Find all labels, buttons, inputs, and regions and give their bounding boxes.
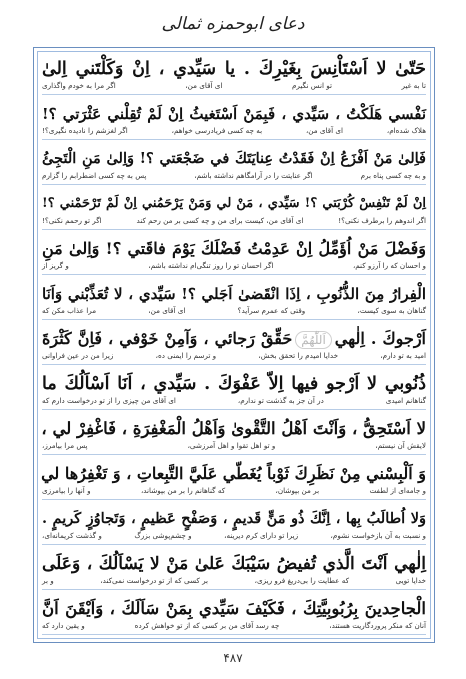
translation-segment: گناهانم امیدی bbox=[385, 396, 426, 405]
translation-segment: که عطایت را بی‌دریغ فرو ریزی، bbox=[254, 576, 349, 585]
persian-translation bbox=[42, 440, 426, 455]
persian-translation bbox=[42, 575, 426, 590]
translation-segment: و گذشت کریمانه‌ای، bbox=[42, 531, 102, 540]
translation-segment: اگر تو رحمم نکنی؟! bbox=[42, 216, 102, 225]
arabic-text: لا اَسْتَحِقُّ ، وَاَنْتَ اَهْلُ التَّقْوىٰ وَاَهْلُ الْمَغْفِرَةِ ، فَاغْفِرْ لي ، bbox=[41, 419, 426, 438]
dua-line bbox=[42, 371, 426, 409]
translation-segment: به چه کسی فریادرسی خواهم، bbox=[171, 126, 263, 135]
persian-translation bbox=[42, 350, 426, 365]
dua-line bbox=[42, 191, 426, 229]
arabic-text: فَاِلىٰ مَنْ اَفْزَعُ اِنْ فَقَدْتُ عِنايَتَكَ في ضَجْعَتي ؟! وَاِلىٰ مَنِ الْتَجِئُ bbox=[42, 150, 426, 167]
arabic-text: نَفْسي هَلَكْتُ ، سَيِّدي ، فَبِمَنْ اَسْتَغيثُ اِنْ لَمْ تُقِلْني عَثْرَتي ؟! bbox=[42, 105, 426, 123]
translation-segment: ای آقای من، کیست برای من و چه کسی بر من رحم کند bbox=[136, 216, 304, 225]
translation-segment: که گناهانم را بر من بپوشاند، bbox=[140, 486, 226, 495]
translation-segment: تا به غیر bbox=[401, 81, 426, 90]
allahumma-seal: اَللّٰهُمَّ bbox=[295, 331, 331, 349]
dua-line bbox=[42, 236, 426, 274]
translation-segment: گناهان به سوی کیست، bbox=[357, 306, 426, 315]
arabic-text: الْجاحِدينَ بِرُبُوبِيَّتِكَ ، فَكَيْفَ سَيِّدي بِمَنْ سَاَلَكَ ، وَاَيْقَنَ اَنَّ bbox=[42, 599, 426, 618]
arabic-text: حَتّىٰ لا اَسْتَاْنِسَ بِغَيْرِكَ . يا سَيِّدي ، اِنْ وَكَلْتَني اِلىٰ bbox=[42, 59, 426, 79]
persian-translation bbox=[42, 125, 426, 140]
translation-segment: اگر احسان تو را روز تنگی‌ام نداشته باشم، bbox=[148, 261, 274, 270]
translation-segment: و احسان که را آرزو کنم، bbox=[352, 261, 426, 270]
translation-segment: پس مرا بیامرز، bbox=[42, 441, 88, 450]
translation-segment: زیرا من در عین فراوانی bbox=[42, 351, 114, 360]
translation-segment: در آن جز به گذشت تو ندارم، bbox=[237, 396, 324, 405]
persian-translation bbox=[42, 530, 426, 545]
translation-segment: بر من بپوشان، bbox=[275, 486, 320, 495]
page-number: ۴۸۷ bbox=[223, 651, 243, 665]
translation-segment: چه رسد آقای من بر کسی که از تو خواهش کرده bbox=[134, 621, 280, 630]
dua-line bbox=[42, 506, 426, 544]
translation-segment: هلاک شده‌ام، bbox=[386, 126, 426, 135]
translation-segment: اگر لغزشم را نادیده نگیری؟! bbox=[42, 126, 128, 135]
translation-segment: و جامه‌ای از لطفت bbox=[369, 486, 426, 495]
persian-translation bbox=[42, 215, 426, 230]
translation-segment: آنان که منکر پروردگاریت هستند، bbox=[329, 621, 426, 630]
arabic-text: وَفَضْلَ مَنْ اُؤَمِّلُ اِنْ عَدِمْتُ فَضْلَكَ يَوْمَ فاقَتي ؟! وَاِلىٰ مَنِ bbox=[42, 239, 426, 258]
translation-segment: وقتی که عمرم سرآید؟ bbox=[237, 306, 306, 315]
arabic-text: اِلٰهي اَنْتَ الَّذي تُفيضُ سَيْبَكَ عَلىٰ مَنْ لا يَسْاَلُكَ ، وَعَلَى bbox=[42, 554, 426, 574]
arabic-text: وَلا اُطالَبُ بِها ، اِنَّكَ ذُو مَنٍّ قَديمٍ ، وَصَفْحٍ عَظيمٍ ، وَتَجاوُزٍ كَريمٍ . bbox=[42, 510, 426, 527]
dua-line bbox=[42, 56, 426, 94]
translation-segment: و به چه کسی پناه برم bbox=[360, 171, 426, 180]
translation-segment: ای آقای من، bbox=[148, 306, 186, 315]
translation-segment: و آنها را بیامرزی bbox=[42, 486, 91, 495]
dua-line bbox=[42, 416, 426, 454]
dua-line bbox=[42, 146, 426, 184]
dua-line bbox=[42, 461, 426, 499]
dua-line bbox=[42, 596, 426, 634]
arabic-text: الْفِرارُ مِنَ الذُّنُوبِ ، اِذَا انْقَضىٰ اَجَلي ؟! سَيِّدي ، لا تُعَذِّبْني وَاَنَا bbox=[42, 285, 426, 303]
translation-segment: بر کسی که از تو درخواست نمی‌کند، bbox=[100, 576, 209, 585]
translation-segment: و ترسم را ایمنی ده، bbox=[155, 351, 217, 360]
translation-segment: زیرا تو دارای کرم دیرینه، bbox=[224, 531, 299, 540]
translation-segment: و چشم‌پوشی بزرگ bbox=[134, 531, 192, 540]
translation-segment: پس به چه کسی اضطرابم را گزارم bbox=[42, 171, 147, 180]
arabic-text bbox=[42, 327, 426, 351]
arabic-text: ذُنُوبي لا اَرْجو فيها اِلاّ عَفْوَكَ . سَيِّدي ، اَنَا اَسْاَلُكَ ما bbox=[42, 374, 426, 394]
page-title: دعای ابوحمزه ثمالی bbox=[161, 14, 305, 34]
arabic-text-part: حَقِّقْ رَجائي ، وَآمِنْ خَوْفي ، فَاِنَّ كَثْرَةَ bbox=[42, 329, 293, 348]
dua-line bbox=[42, 551, 426, 589]
translation-segment: تو انس نگیرم bbox=[291, 81, 332, 90]
persian-translation bbox=[42, 485, 426, 500]
translation-segment: و نسبت به آن بازخواست نشوم، bbox=[330, 531, 426, 540]
persian-translation bbox=[42, 170, 426, 185]
dua-line bbox=[42, 281, 426, 319]
translation-segment: لایقش آن نیستم، bbox=[375, 441, 426, 450]
arabic-text: اِنْ لَمْ تَنْفِسْ كُرْبَتي ؟! سَيِّدي ، مَنْ لي وَمَنْ يَرْحَمُني اِنْ لَمْ تَرْحَمْني ؟! bbox=[42, 196, 426, 211]
translation-segment: خدایا امیدم را تحقق بخش، bbox=[258, 351, 339, 360]
translation-segment: امید به تو دارم، bbox=[380, 351, 426, 360]
persian-translation bbox=[42, 80, 426, 95]
persian-translation bbox=[42, 395, 426, 410]
text-area bbox=[37, 51, 431, 639]
translation-segment: خدایا تویی bbox=[395, 576, 426, 585]
translation-segment: و یقین دارد که bbox=[42, 621, 85, 630]
translation-segment: و بر bbox=[42, 576, 54, 585]
arabic-text-part: اَرْجوكَ . اِلٰهي bbox=[334, 329, 427, 348]
translation-segment: و تو اهل تقوا و اهل آمرزشی، bbox=[187, 441, 276, 450]
translation-segment: ای آقای من، bbox=[185, 81, 223, 90]
persian-translation bbox=[42, 305, 426, 320]
translation-segment: و گریز از bbox=[42, 261, 69, 270]
translation-segment: اگر اندوهم را برطرف نکنی؟! bbox=[338, 216, 426, 225]
translation-segment: ای آقای من، bbox=[305, 126, 344, 135]
persian-translation bbox=[42, 260, 426, 275]
translation-segment: اگر عنایتت را در آرامگاهم نداشته باشم، bbox=[194, 171, 313, 180]
dua-line bbox=[42, 326, 426, 364]
translation-segment: ای آقای من چیزی را از تو درخواست دارم که bbox=[42, 396, 176, 405]
translation-segment: اگر مرا به خودم واگذاری bbox=[42, 81, 116, 90]
arabic-text: وَ اَلْبِسْني مِنْ نَظَرِكَ ثَوْباً يُغَطّي عَلَيَّ التَّبِعاتِ ، وَ تَغْفِرُها لي bbox=[41, 464, 426, 483]
text-frame bbox=[33, 47, 435, 643]
dua-line bbox=[42, 101, 426, 139]
translation-segment: مرا عذاب مکن که bbox=[42, 306, 97, 315]
persian-translation bbox=[42, 620, 426, 635]
